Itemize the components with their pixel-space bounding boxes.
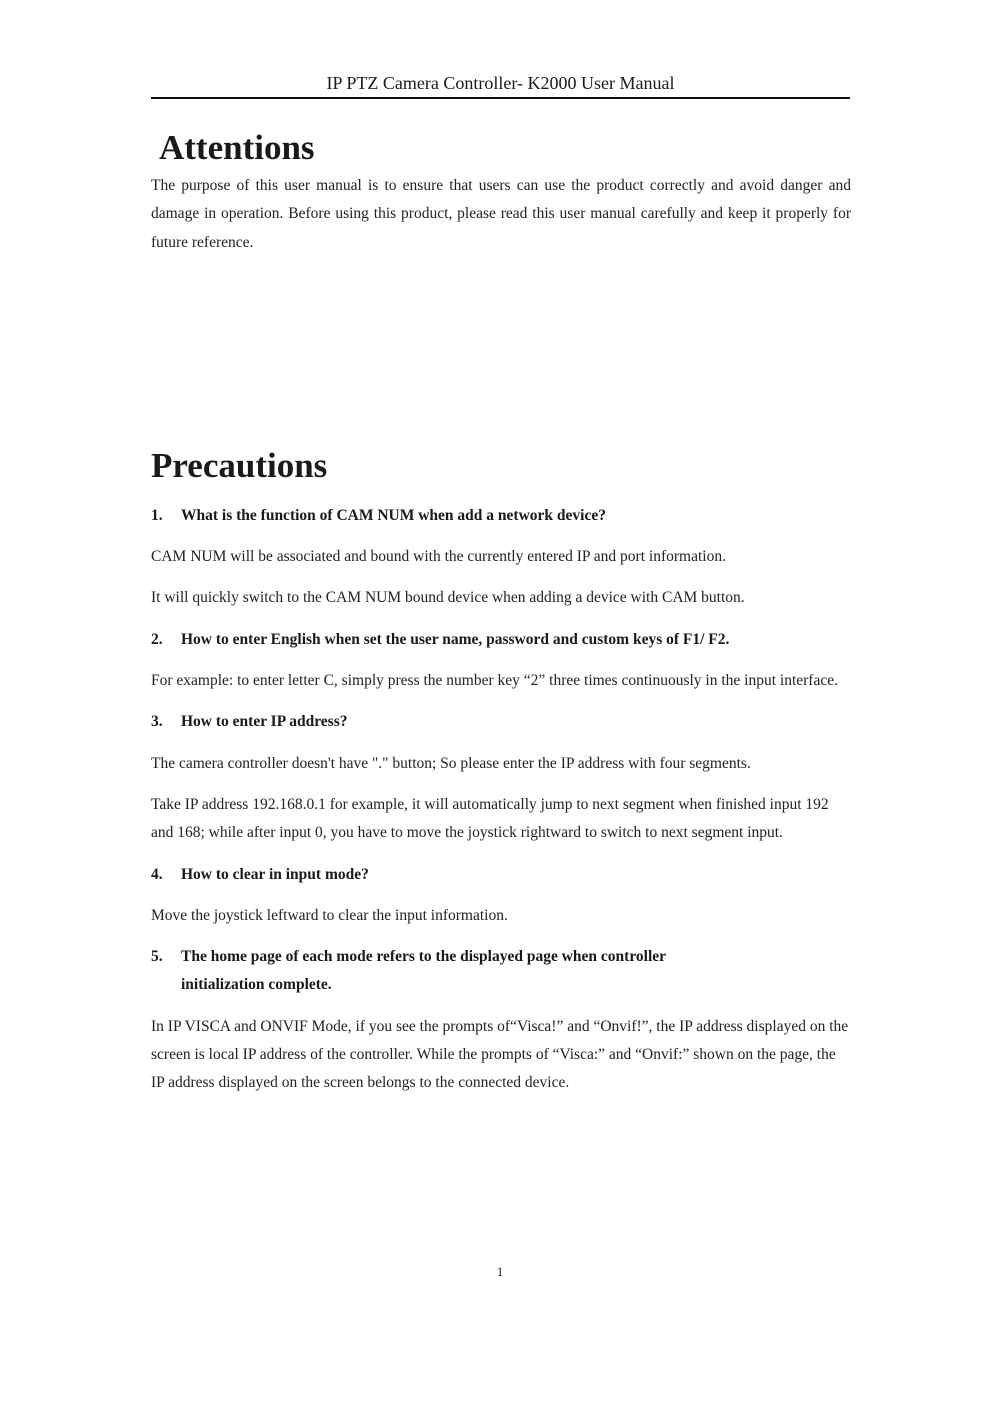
- attentions-heading: Attentions: [159, 128, 315, 167]
- question-number: 1.: [151, 506, 163, 524]
- precautions-heading: Precautions: [151, 445, 328, 485]
- question-text: How to enter English when set the user name, password and custom keys of F1/ F2.: [181, 630, 730, 648]
- question-number: 5.: [151, 948, 163, 966]
- page-header-title: IP PTZ Camera Controller- K2000 User Manual: [326, 73, 675, 93]
- precaution-question: [151, 502, 851, 530]
- section-spacer: [151, 257, 851, 442]
- question-number: 2.: [151, 630, 163, 648]
- question-text: What is the function of CAM NUM when add a network device?: [181, 506, 606, 524]
- question-text: How to enter IP address?: [181, 713, 348, 731]
- precaution-question: [151, 861, 851, 889]
- question-number: 4.: [151, 865, 163, 883]
- header-divider: [151, 97, 850, 99]
- answer-paragraph: In IP VISCA and ONVIF Mode, if you see the prompts of“Visca!” and “Onvif!”, the IP address displayed on the screen is local IP address of the controller. While the prompts of “Visca:” and “Onvif:” shown on the page, the IP address displayed on the screen belongs to the connected device.: [151, 1017, 849, 1092]
- question-text: The home page of each mode refers to the displayed page when controller initialization complete.: [181, 948, 666, 994]
- page-content: [151, 124, 851, 1098]
- question-text: How to clear in input mode?: [181, 865, 369, 883]
- answer-paragraph: CAM NUM will be associated and bound with the currently entered IP and port information.: [151, 548, 726, 566]
- precaution-question: [151, 626, 851, 654]
- answer-paragraph: The camera controller doesn't have "." button; So please enter the IP address with four segments.: [151, 754, 751, 772]
- answer-paragraph: It will quickly switch to the CAM NUM bound device when adding a device with CAM button.: [151, 589, 745, 607]
- answer-paragraph: For example: to enter letter C, simply press the number key “2” three times continuously in the input interface.: [151, 672, 838, 690]
- precaution-question: [151, 708, 851, 736]
- question-number: 3.: [151, 713, 163, 731]
- answer-paragraph: Take IP address 192.168.0.1 for example, it will automatically jump to next segment when finished input 192 and 168; while after input 0, you have to move the joystick rightward to switch to next segment input.: [151, 795, 829, 842]
- precaution-question: [151, 943, 851, 1000]
- answer-paragraph: Move the joystick leftward to clear the input information.: [151, 906, 508, 924]
- attentions-paragraph: The purpose of this user manual is to ensure that users can use the product correctly and avoid danger and damage in operation. Before using this product, please read this user manual carefully and keep it properly for future reference.: [151, 177, 851, 251]
- page-number: 1: [496, 1264, 504, 1279]
